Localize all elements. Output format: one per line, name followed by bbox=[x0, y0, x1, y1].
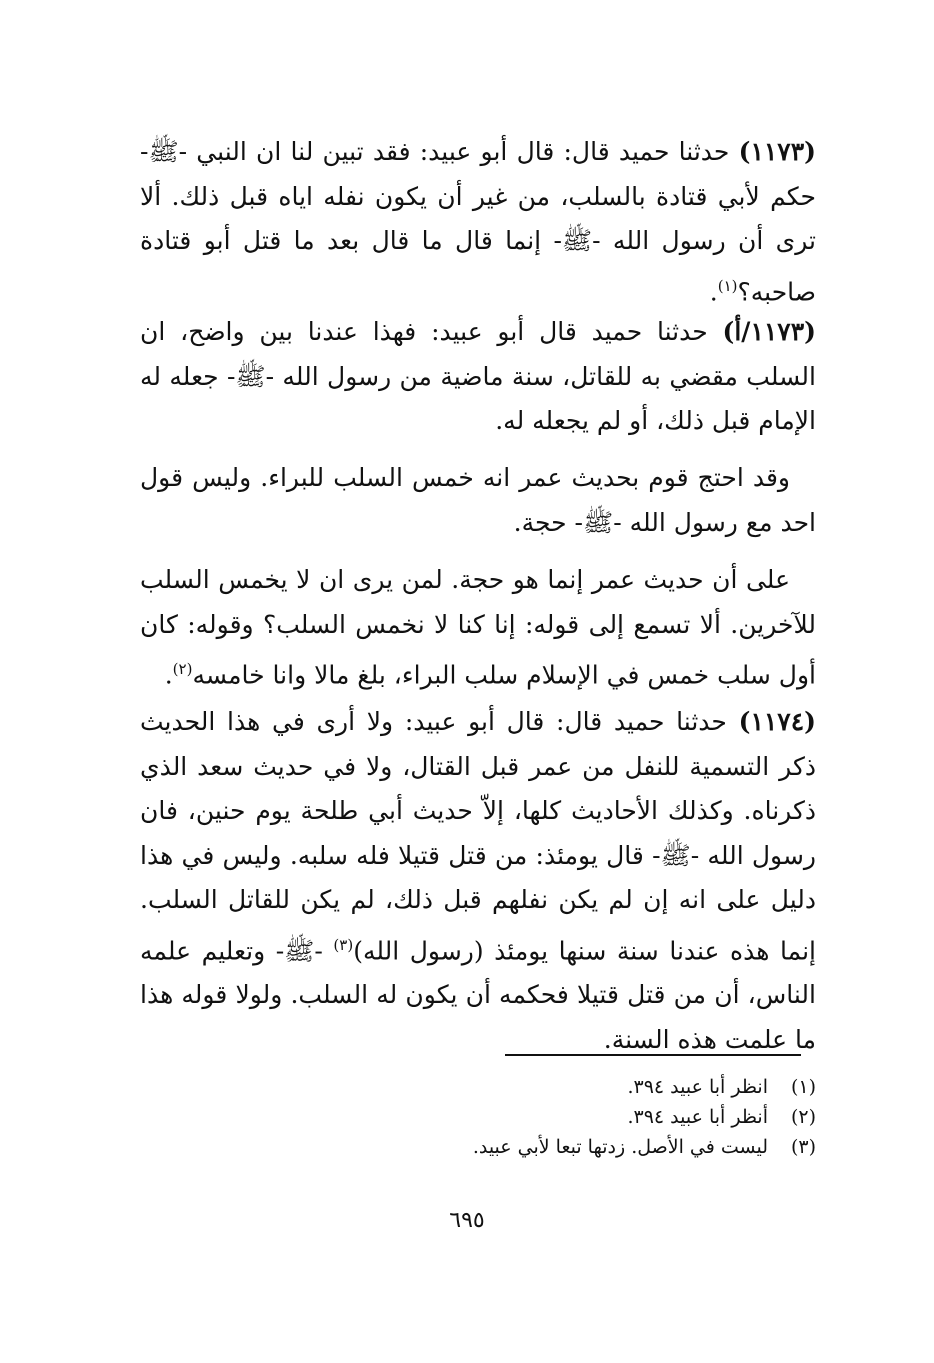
paragraph-umar-argument bbox=[140, 456, 816, 545]
footnote-divider bbox=[505, 1054, 801, 1056]
paragraph-text-continued: -ﷺ- وتعليم علمه الناس، أن من قتل قتيلا فحكمه أن يكون له السلب. ولولا قوله هذا ما علمت هذه السنة. bbox=[140, 935, 816, 1054]
footnote-number: (٣) bbox=[790, 1136, 816, 1158]
paragraph-1173a bbox=[140, 310, 816, 444]
paragraph-1173: (١١٧٣) حدثنا حميد قال: قال أبو عبيد: فقد تبين لنا ان النبي -ﷺ- حكم لأبي قتادة بالسلب، من غير أن يكون نفله اياه قبل ذلك. ألا ترى أن رسول الله -ﷺ- إنما قال ما قال بعد ما قتل أبو قتادة صاحبه؟$^{(١)}$. bbox=[140, 137, 816, 306]
footnote-text: ليست في الأصل. زدتها تبعا لأبي عبيد. bbox=[472, 1136, 768, 1158]
paragraph-1174 bbox=[140, 700, 816, 1062]
paragraph-number: (١١٧٤) bbox=[738, 707, 817, 736]
paragraph-text: على أن حديث عمر إنما هو حجة. لمن يرى ان لا يخمس السلب للآخرين. ألا تسمع إلى قوله: إنا كنا لا نخمس السلب؟ وقوله: كان أول سلب خمس في الإسلام سلب البراء، بلغ مالا وانا خامسه bbox=[140, 565, 816, 690]
footnote-text: أنظر أبا عبيد ٣٩٤. bbox=[627, 1106, 768, 1128]
footnote-ref: (١) bbox=[717, 276, 738, 295]
footnote-2 bbox=[300, 1102, 816, 1132]
paragraph-text: حدثنا حميد قال: قال أبو عبيد: ولا أرى في هذا الحديث ذكر التسمية للنفل من عمر قبل القتال، ولا في حديث سعد الذي ذكرناه. وكذلك الأحاديث كلها، إلاّ حديث أبي طلحة يوم حنين، فان رسول الله -ﷺ- قال يومئذ: من قتل قتيلا فله سلبه. وليس في هذا دليل على انه إن لم يكن نفلهم قبل ذلك، لم يكن للقاتل السلب. إنما هذه عندنا سنة سنها يومئذ (رسول الله) bbox=[140, 707, 816, 965]
footnote-number: (٢) bbox=[790, 1106, 816, 1128]
footnote-ref: (٢) bbox=[172, 660, 193, 678]
footnote-number: (١) bbox=[790, 1076, 816, 1098]
footnote-ref: (٣) bbox=[333, 935, 354, 954]
paragraph-text: وقد احتج قوم بحديث عمر انه خمس السلب للبراء. وليس قول احد مع رسول الله -ﷺ- حجة. bbox=[140, 463, 816, 537]
footnote-text: انظر أبا عبيد ٣٩٤. bbox=[627, 1076, 768, 1098]
paragraph-text: حدثنا حميد قال أبو عبيد: فهذا عندنا بين واضح، ان السلب مقضي به للقاتل، سنة ماضية من رسول الله -ﷺ- جعله له الإمام قبل ذلك، أو لم يجعله له. bbox=[140, 317, 816, 435]
footnote-1 bbox=[300, 1072, 816, 1102]
paragraph-umar-hadith bbox=[140, 558, 816, 698]
paragraph-text: حدثنا حميد قال: قال أبو عبيد: فقد تبين لنا ان النبي -ﷺ- حكم لأبي قتادة بالسلب، من غير أن يكون نفله اياه قبل ذلك. ألا ترى أن رسول الله -ﷺ- إنما قال ما قال بعد ما قتل أبو قتادة صاحبه؟ bbox=[140, 137, 816, 306]
page-number: ٦٩٥ bbox=[449, 1208, 485, 1233]
paragraph-number: (١١٧٣) bbox=[738, 137, 816, 166]
footnote-3 bbox=[300, 1132, 816, 1162]
trailing-punct: . bbox=[164, 660, 173, 690]
footnotes bbox=[300, 1072, 816, 1162]
paragraph-number: (١١٧٣/أ) bbox=[722, 317, 816, 346]
